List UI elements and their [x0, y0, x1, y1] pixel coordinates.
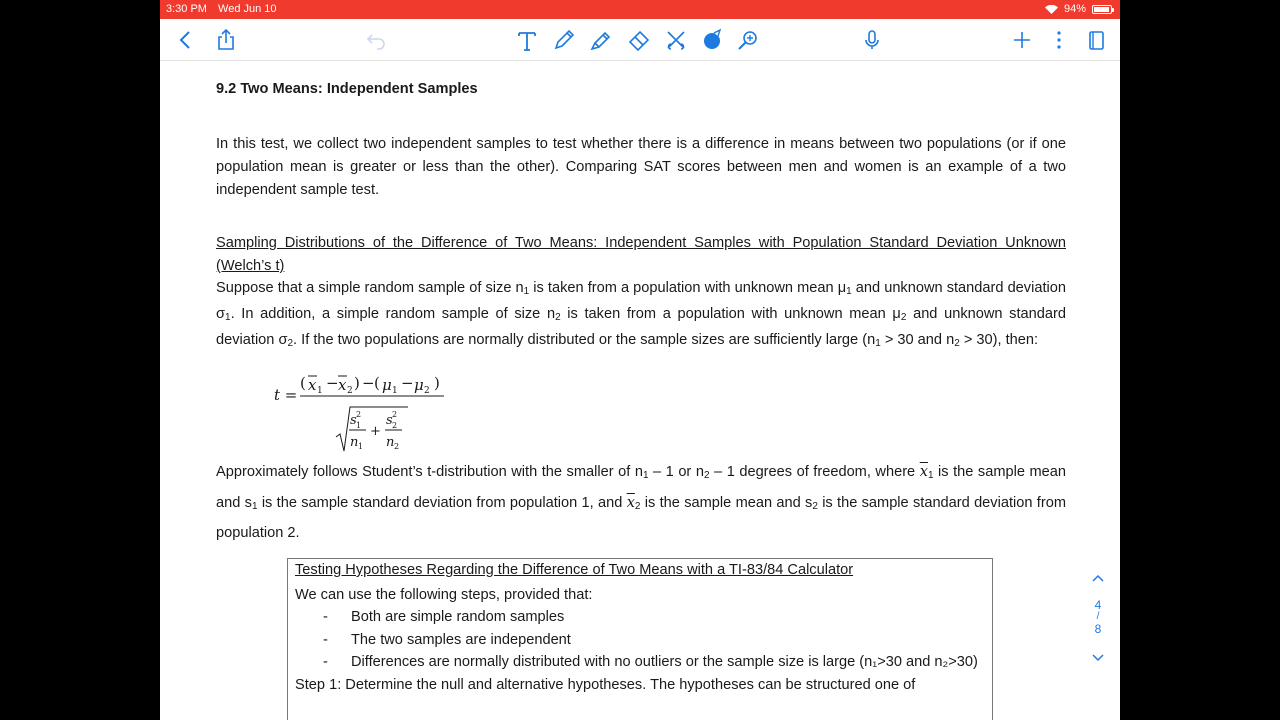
subscript: 1: [927, 470, 934, 481]
list-item: [295, 606, 985, 629]
svg-text:(: (: [374, 374, 380, 392]
body-text: is the sample standard deviation from population 2.: [216, 495, 1066, 541]
svg-text:2: 2: [392, 421, 398, 430]
subscript: 2: [954, 338, 960, 349]
body-text: is the sample mean and s: [640, 495, 813, 511]
body-text: and unknown standard deviation σ: [216, 306, 1066, 348]
section-body: [216, 277, 1066, 355]
share-icon[interactable]: [212, 26, 240, 54]
list-item-text: Differences are normally distributed with no outliers or the sample size is large (n₁>30 and n₂>30): [351, 654, 978, 670]
status-date: Wed Jun 10: [218, 3, 277, 15]
body-text: . In addition, a simple random sample of size n: [230, 306, 556, 322]
intro-paragraph: In this test, we collect two independent samples to test whether there is a difference in means between two populations (or if one population mean is greater or less than the other). Comparing SAT scores between men and women is an example of a two independent sample test.: [216, 136, 1066, 198]
svg-text:x: x: [308, 376, 317, 394]
svg-text:2: 2: [392, 410, 398, 419]
page-title: 9.2 Two Means: Independent Samples: [216, 81, 478, 97]
svg-text:s: s: [386, 413, 393, 428]
battery-percent: 94%: [1063, 3, 1086, 15]
svg-text:2: 2: [347, 386, 353, 396]
body-text: > 30), then:: [959, 332, 1039, 348]
svg-text:1: 1: [358, 442, 364, 451]
back-icon[interactable]: [172, 26, 200, 54]
subscript: 2: [287, 338, 294, 349]
svg-text:+: +: [370, 424, 381, 439]
current-page: 4: [1094, 598, 1102, 612]
body-text: is taken from a population with unknown mean μ: [560, 306, 901, 322]
box-lead: We can use the following steps, provided that:: [295, 586, 593, 603]
svg-text:−: −: [326, 374, 339, 392]
bullet-dash: -: [323, 609, 328, 625]
svg-text:−: −: [401, 374, 414, 392]
body-text: is the sample standard deviation from population 1, and: [257, 495, 627, 511]
formula-lhs: t =: [274, 386, 298, 404]
svg-text:): ): [434, 374, 440, 392]
svg-text:): ): [354, 374, 360, 392]
body-text: – 1 degrees of freedom, where: [709, 464, 920, 480]
text-tool-icon[interactable]: [513, 26, 541, 54]
svg-text:−: −: [362, 374, 375, 392]
subscript: 2: [812, 501, 818, 512]
xbar-symbol: $\overline{x}$: [626, 494, 635, 511]
svg-text:n: n: [350, 435, 359, 450]
welch-t-formula: [274, 367, 464, 457]
svg-text:x: x: [338, 376, 347, 394]
page-separator-icon: /: [1096, 611, 1100, 622]
ipad-screen: [160, 0, 1120, 720]
highlighter-icon[interactable]: [587, 26, 615, 54]
calculator-steps-box: [287, 558, 993, 720]
eraser-icon[interactable]: [625, 26, 653, 54]
approx-paragraph: [216, 458, 1066, 547]
list-item: [295, 651, 985, 674]
xbar-symbol: $\overline{x}$: [919, 463, 928, 480]
body-text: and unknown standard deviation σ: [216, 280, 1066, 322]
total-pages: 8: [1094, 622, 1102, 636]
battery-icon: [1092, 5, 1112, 14]
body-text: . If the two populations are normally distributed or the sample sizes are sufficiently large (n: [293, 332, 876, 348]
battery-fill: [1094, 7, 1109, 12]
microphone-icon[interactable]: [858, 26, 886, 54]
list-item-text: Both are simple random samples: [351, 609, 565, 625]
calculator-steps-content: [295, 559, 985, 696]
section-heading: [216, 232, 1066, 278]
body-text: Suppose that a simple random sample of size n: [216, 280, 524, 296]
bullet-dash: -: [323, 654, 328, 670]
subscript: 2: [634, 501, 641, 512]
body-text: is taken from a population with unknown mean μ: [529, 280, 847, 296]
pages-icon[interactable]: [1082, 26, 1110, 54]
chevron-down-icon[interactable]: [1086, 650, 1110, 666]
svg-text:(: (: [300, 374, 306, 392]
subscript: 1: [225, 312, 231, 323]
svg-text:2: 2: [424, 386, 430, 396]
svg-text:μ: μ: [382, 376, 392, 394]
chevron-up-icon[interactable]: [1086, 570, 1110, 586]
svg-text:1: 1: [317, 386, 323, 396]
subscript: 1: [875, 338, 881, 349]
list-item-text: The two samples are independent: [351, 631, 571, 648]
subscript: 1: [523, 286, 530, 297]
pen-icon[interactable]: [550, 26, 578, 54]
page-navigator: [1086, 570, 1110, 690]
subscript: 2: [555, 312, 561, 323]
undo-icon[interactable]: [362, 26, 390, 54]
svg-text:μ: μ: [414, 376, 424, 394]
status-time: 3:30 PM: [166, 3, 207, 15]
subscript: 1: [251, 501, 258, 512]
svg-text:1: 1: [356, 421, 362, 430]
more-icon[interactable]: [1045, 26, 1073, 54]
list-item: [295, 629, 985, 652]
toolbar: [160, 19, 1120, 61]
box-heading: Testing Hypotheses Regarding the Difference of Two Means with a TI-83/84 Calculator: [295, 562, 854, 578]
body-text: > 30 and n: [880, 332, 955, 348]
svg-text:n: n: [386, 435, 395, 450]
shape-icon[interactable]: [698, 26, 726, 54]
subscript: 2: [703, 470, 710, 481]
svg-text:s: s: [350, 413, 357, 428]
section-heading-text: Sampling Distributions of the Difference of Two Means: Independent Samples with Population Standard Deviation Unknown (Welch’s t): [216, 235, 1066, 274]
body-text: Approximately follows Student’s t-distribution with the smaller of n: [216, 464, 643, 480]
body-text: – 1 or n: [648, 464, 704, 480]
body-text: is the sample mean and s: [216, 464, 1066, 511]
svg-text:1: 1: [392, 386, 398, 396]
zoom-icon[interactable]: [734, 26, 762, 54]
wifi-icon: [1045, 5, 1058, 14]
subscript: 1: [846, 286, 852, 297]
subscript: 1: [642, 470, 649, 481]
add-icon[interactable]: [1008, 26, 1036, 54]
svg-text:2: 2: [356, 410, 362, 419]
bullet-dash: -: [323, 631, 328, 648]
svg-text:2: 2: [394, 442, 400, 451]
lasso-icon[interactable]: [662, 26, 690, 54]
status-bar: [160, 0, 1120, 19]
box-step-1: Step 1: Determine the null and alternative hypotheses. The hypotheses can be structured one of: [295, 676, 916, 693]
subscript: 2: [900, 312, 907, 323]
